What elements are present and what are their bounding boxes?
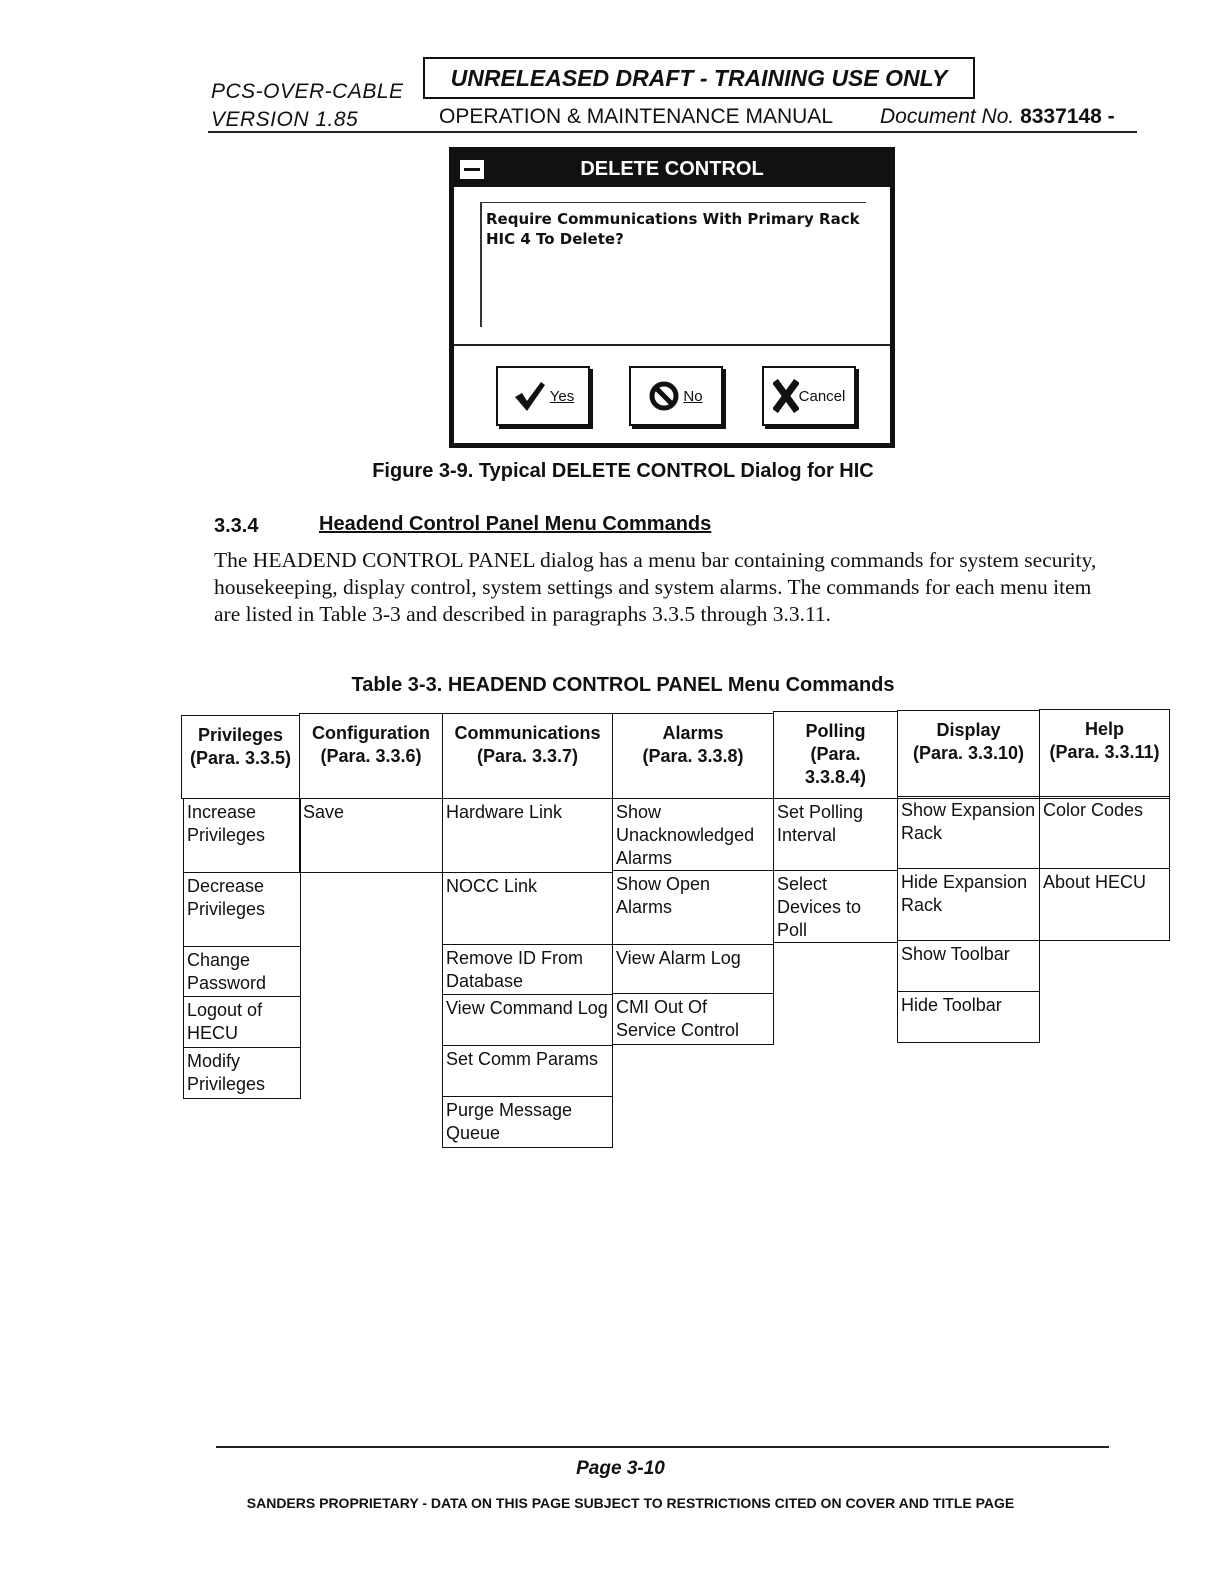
- x-mark-icon: [773, 379, 799, 413]
- menu-item: Modify Privileges: [183, 1047, 301, 1099]
- section-number: 3.3.4: [214, 515, 259, 537]
- menu-item: Select Devices to Poll: [773, 870, 898, 943]
- header-label: Configuration: [312, 723, 430, 743]
- menu-item: View Command Log: [442, 994, 613, 1046]
- header-polling: [773, 711, 898, 799]
- header-para: (Para. 3.3.8): [642, 746, 744, 766]
- menu-item: NOCC Link: [442, 872, 613, 945]
- menu-item: Hide Expansion Rack: [897, 868, 1040, 941]
- document-number-label: Document No.: [880, 105, 1015, 128]
- menu-item: Hardware Link: [442, 798, 613, 873]
- footer-divider: [216, 1446, 1109, 1448]
- header-alarms: [612, 713, 774, 799]
- draft-banner: [423, 57, 975, 99]
- checkmark-icon: [512, 379, 546, 413]
- header-para: (Para. 3.3.10): [912, 743, 1025, 763]
- yes-button[interactable]: [496, 366, 590, 426]
- menu-item: Increase Privileges: [183, 798, 301, 873]
- menu-item: Set Polling Interval: [773, 798, 898, 871]
- header-privileges: [181, 715, 300, 799]
- header-para: (Para. 3.3.6): [320, 746, 422, 766]
- menu-item: Show Open Alarms: [612, 870, 774, 945]
- header-divider: [208, 131, 1137, 133]
- menu-item: Change Password: [183, 946, 301, 997]
- document-number-value: 8337148 -: [1020, 105, 1115, 128]
- system-menu-icon[interactable]: [460, 160, 484, 179]
- dialog-separator: [454, 344, 890, 346]
- section-body: The HEADEND CONTROL PANEL dialog has a menu bar containing commands for system security, housekeeping, display control, system settings and system alarms. The commands for each menu item are listed in Table 3-3 and described in paragraphs 3.3.5 through 3.3.11.: [214, 548, 1097, 626]
- dialog-title-bar: [454, 152, 890, 187]
- header-label: Communications: [454, 723, 601, 743]
- menu-item: Save: [299, 798, 443, 873]
- menu-item: Show Expansion Rack: [897, 796, 1040, 869]
- menu-item: CMI Out Of Service Control: [612, 993, 774, 1045]
- menu-item: About HECU: [1039, 868, 1170, 941]
- header-label: Alarms: [662, 723, 724, 743]
- header-para: (Para. 3.3.11): [1049, 742, 1160, 762]
- menu-item: View Alarm Log: [612, 944, 774, 994]
- header-para: (Para. 3.3.5): [189, 748, 292, 768]
- menu-item: Hide Toolbar: [897, 991, 1040, 1043]
- dialog-message-line1: Require Communications With Primary Rack: [486, 210, 860, 228]
- yes-button-label: Yes: [549, 387, 575, 405]
- cancel-button[interactable]: [762, 366, 856, 426]
- menu-item: Logout of HECU: [183, 996, 301, 1048]
- draft-banner-text: UNRELEASED DRAFT - TRAINING USE ONLY: [450, 64, 948, 91]
- menu-item: Set Comm Params: [442, 1045, 613, 1097]
- dialog-message: [480, 202, 866, 327]
- dialog-title: DELETE CONTROL: [580, 158, 764, 180]
- dialog-message-line2: HIC 4 To Delete?: [486, 230, 624, 248]
- header-para: (Para. 3.3.8.4): [804, 744, 867, 787]
- header-label: Help: [1084, 719, 1124, 739]
- document-number: [880, 105, 1115, 129]
- header-help: [1039, 709, 1170, 799]
- menu-item: Color Codes: [1039, 796, 1170, 869]
- proprietary-notice: SANDERS PROPRIETARY - DATA ON THIS PAGE SUBJECT TO RESTRICTIONS CITED ON COVER AND TITLE PAGE: [246, 1495, 1015, 1511]
- no-button[interactable]: [629, 366, 723, 426]
- header-configuration: [299, 713, 443, 799]
- menu-item: Remove ID From Database: [442, 944, 613, 995]
- menu-item: Purge Message Queue: [442, 1096, 613, 1148]
- product-version: VERSION 1.85: [211, 108, 359, 131]
- menu-item: Decrease Privileges: [183, 872, 301, 947]
- figure-caption: Figure 3-9. Typical DELETE CONTROL Dialog for HIC: [372, 460, 874, 482]
- header-label: Privileges: [197, 725, 284, 745]
- menu-item: Show Unacknowledged Alarms: [612, 798, 774, 871]
- page-number: Page 3-10: [576, 1458, 665, 1479]
- header-display: [897, 710, 1040, 799]
- section-title: Headend Control Panel Menu Commands: [319, 513, 712, 535]
- delete-control-dialog: [449, 147, 895, 448]
- cancel-button-label: Cancel: [798, 387, 846, 405]
- menu-item: Show Toolbar: [897, 940, 1040, 992]
- header-label: Polling: [805, 721, 866, 741]
- manual-title: OPERATION & MAINTENANCE MANUAL: [439, 105, 833, 128]
- prohibit-icon: [649, 381, 679, 411]
- header-para: (Para. 3.3.7): [476, 746, 579, 766]
- header-communications: [442, 713, 613, 799]
- no-button-label: No: [683, 387, 703, 405]
- table-title: Table 3-3. HEADEND CONTROL PANEL Menu Commands: [351, 674, 895, 696]
- header-label: Display: [936, 720, 1001, 740]
- product-name: PCS-OVER-CABLE: [211, 80, 404, 103]
